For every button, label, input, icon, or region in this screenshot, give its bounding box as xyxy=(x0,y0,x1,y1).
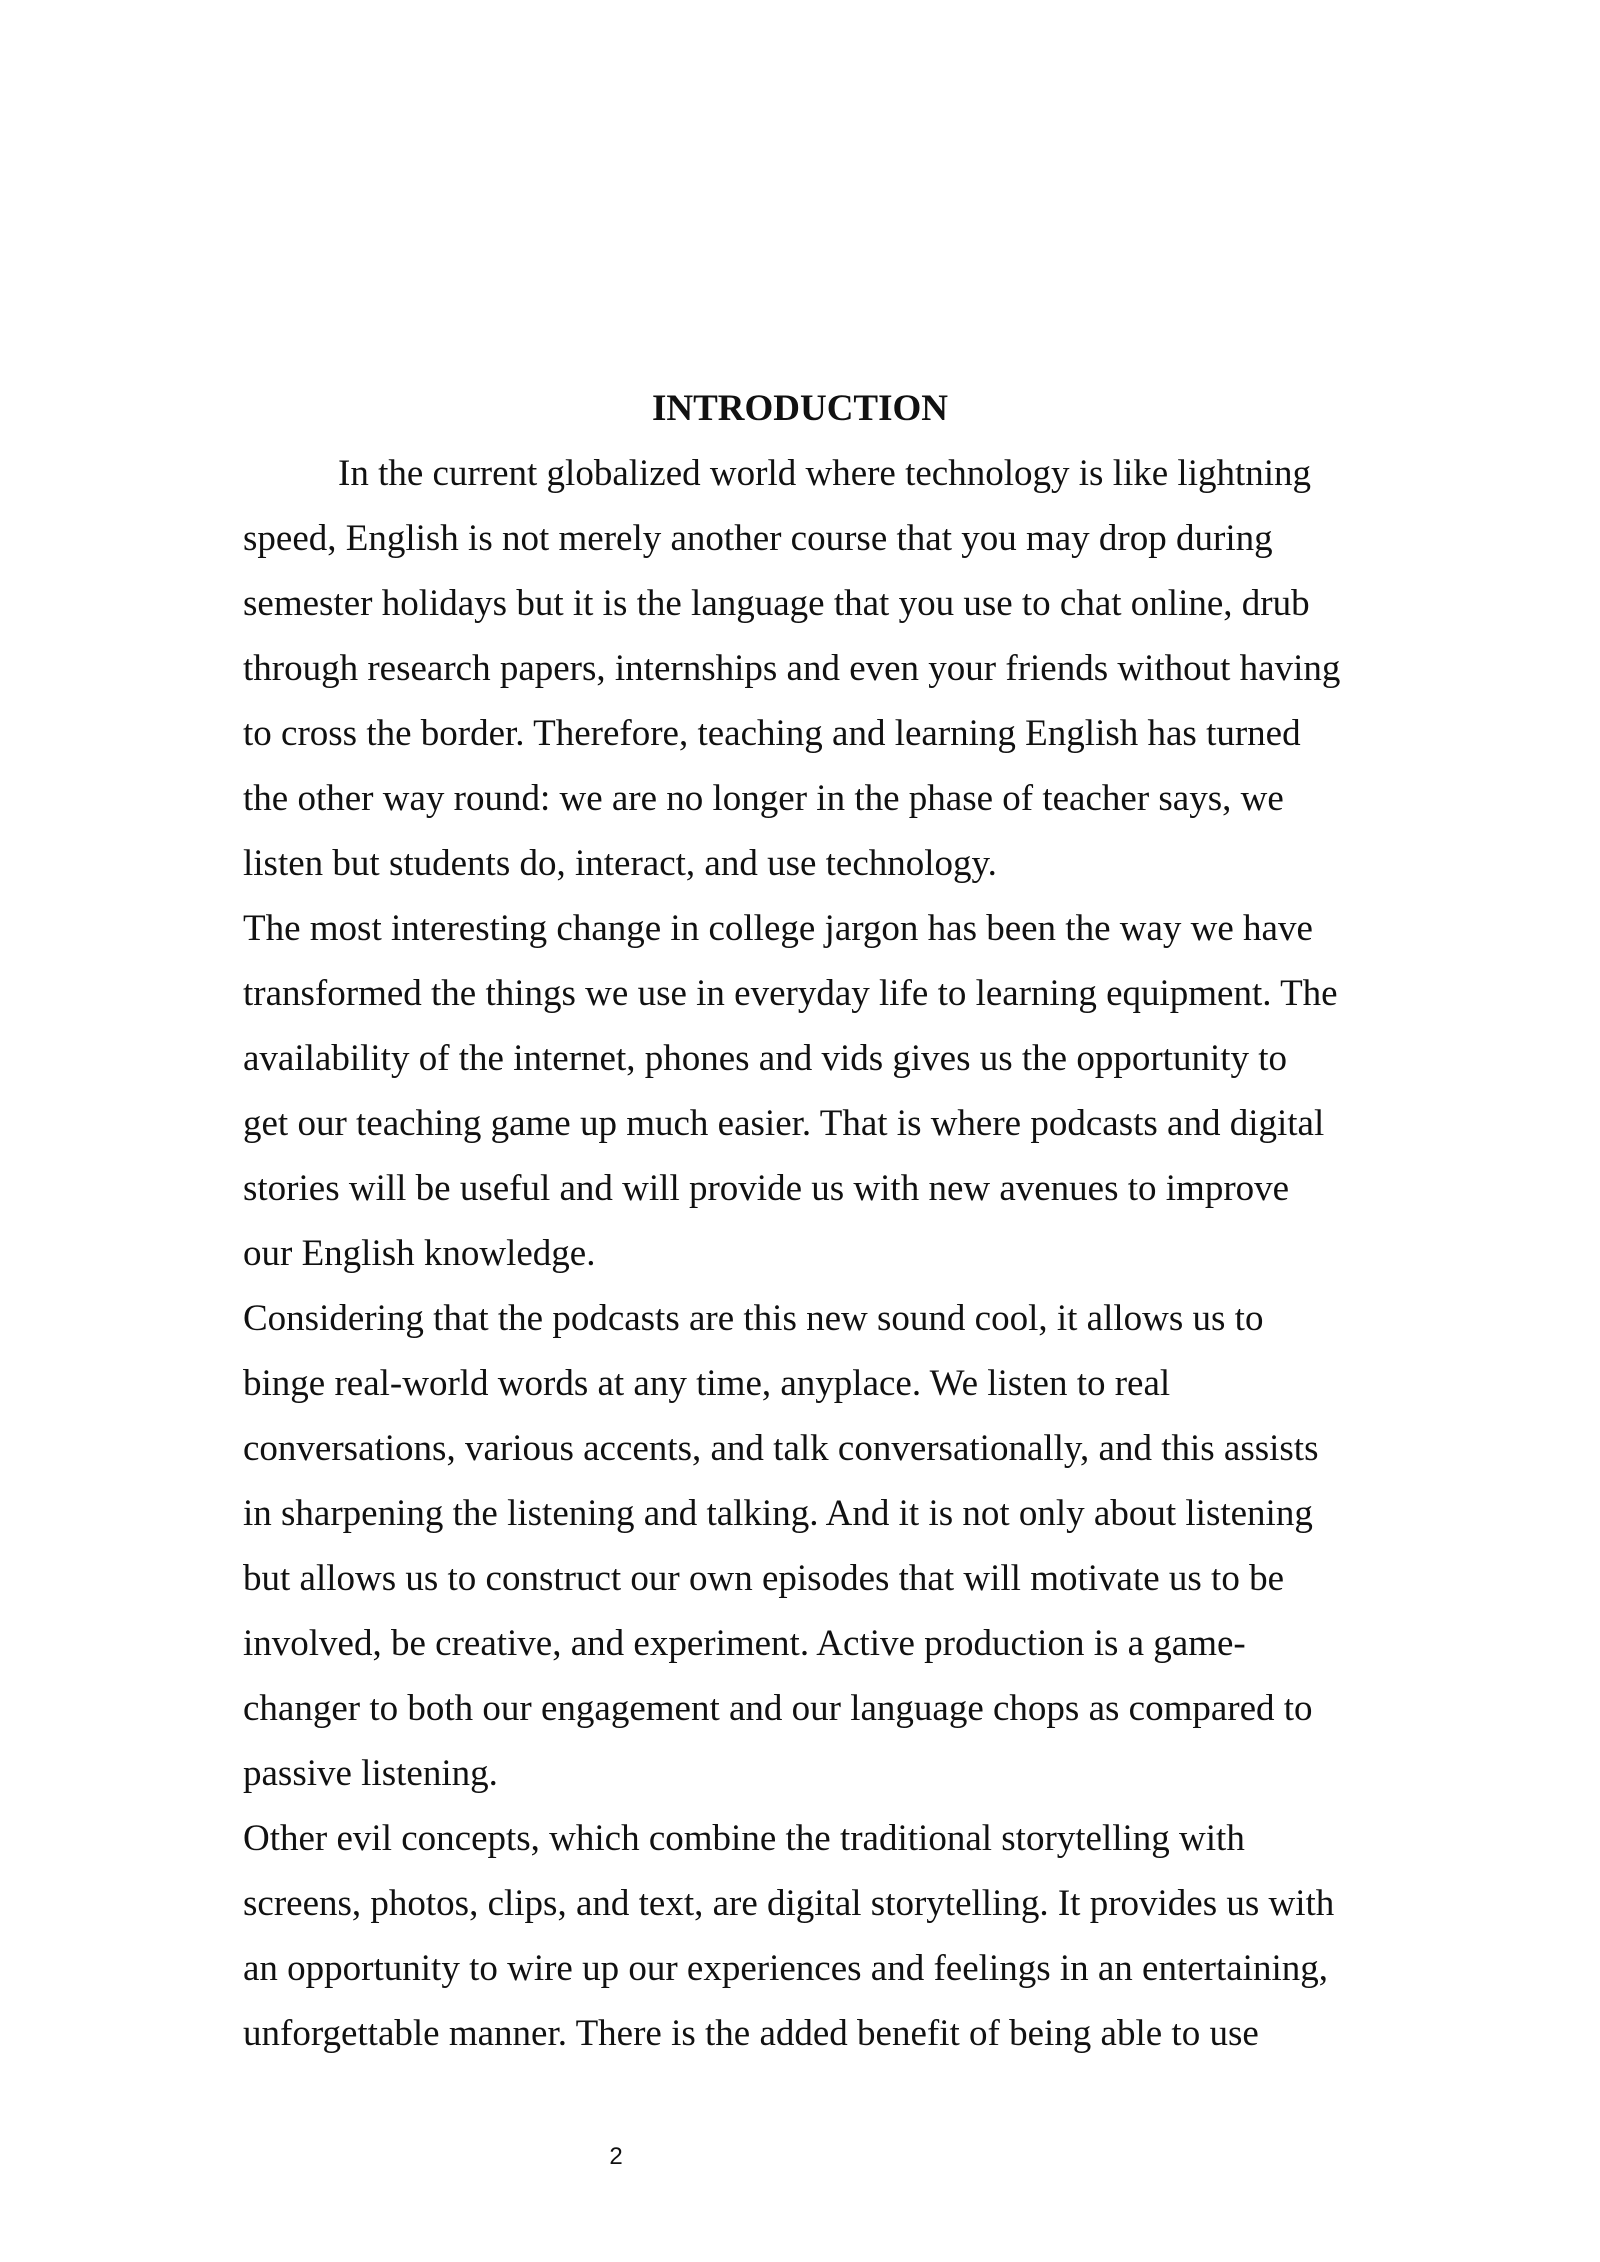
body-line-7: listen but students do, interact, and use technology. xyxy=(243,843,997,884)
body-line-13: our English knowledge. xyxy=(243,1233,596,1274)
body-line-25: unforgettable manner. There is the added benefit of being able to use xyxy=(243,2013,1259,2054)
body-line-12: stories will be useful and will provide us with new avenues to improve xyxy=(243,1168,1290,1209)
body-line-24: an opportunity to wire up our experiences and feelings in an entertaining, xyxy=(243,1948,1328,1989)
body-line-18: but allows us to construct our own episodes that will motivate us to be xyxy=(243,1558,1285,1599)
body-line-19: involved, be creative, and experiment. Active production is a game- xyxy=(243,1623,1246,1664)
body-line-2: speed, English is not merely another course that you may drop during xyxy=(243,518,1273,559)
body-line-17: in sharpening the listening and talking. And it is not only about listening xyxy=(243,1493,1313,1534)
body-line-3: semester holidays but it is the language that you use to chat online, drub xyxy=(243,583,1310,624)
body-line-1: In the current globalized world where technology is like lightning xyxy=(338,453,1312,494)
body-line-16: conversations, various accents, and talk conversationally, and this assists xyxy=(243,1428,1319,1469)
body-line-21: passive listening. xyxy=(243,1753,498,1794)
body-line-6: the other way round: we are no longer in the phase of teacher says, we xyxy=(243,778,1284,819)
body-line-14: Considering that the podcasts are this new sound cool, it allows us to xyxy=(243,1298,1264,1339)
body-line-15: binge real-world words at any time, anyplace. We listen to real xyxy=(243,1363,1171,1404)
body-line-9: transformed the things we use in everyday life to learning equipment. The xyxy=(243,973,1338,1014)
section-title: INTRODUCTION xyxy=(651,388,949,429)
body-line-4: through research papers, internships and even your friends without having xyxy=(243,648,1341,689)
page-number: 2 xyxy=(609,2143,623,2170)
body-line-22: Other evil concepts, which combine the traditional storytelling with xyxy=(243,1818,1245,1859)
body-line-11: get our teaching game up much easier. That is where podcasts and digital xyxy=(243,1103,1325,1144)
body-line-20: changer to both our engagement and our language chops as compared to xyxy=(243,1688,1313,1729)
body-line-5: to cross the border. Therefore, teaching and learning English has turned xyxy=(243,713,1301,754)
body-line-23: screens, photos, clips, and text, are digital storytelling. It provides us with xyxy=(243,1883,1335,1924)
body-line-8: The most interesting change in college jargon has been the way we have xyxy=(243,908,1313,949)
body-line-10: availability of the internet, phones and vids gives us the opportunity to xyxy=(243,1038,1288,1079)
